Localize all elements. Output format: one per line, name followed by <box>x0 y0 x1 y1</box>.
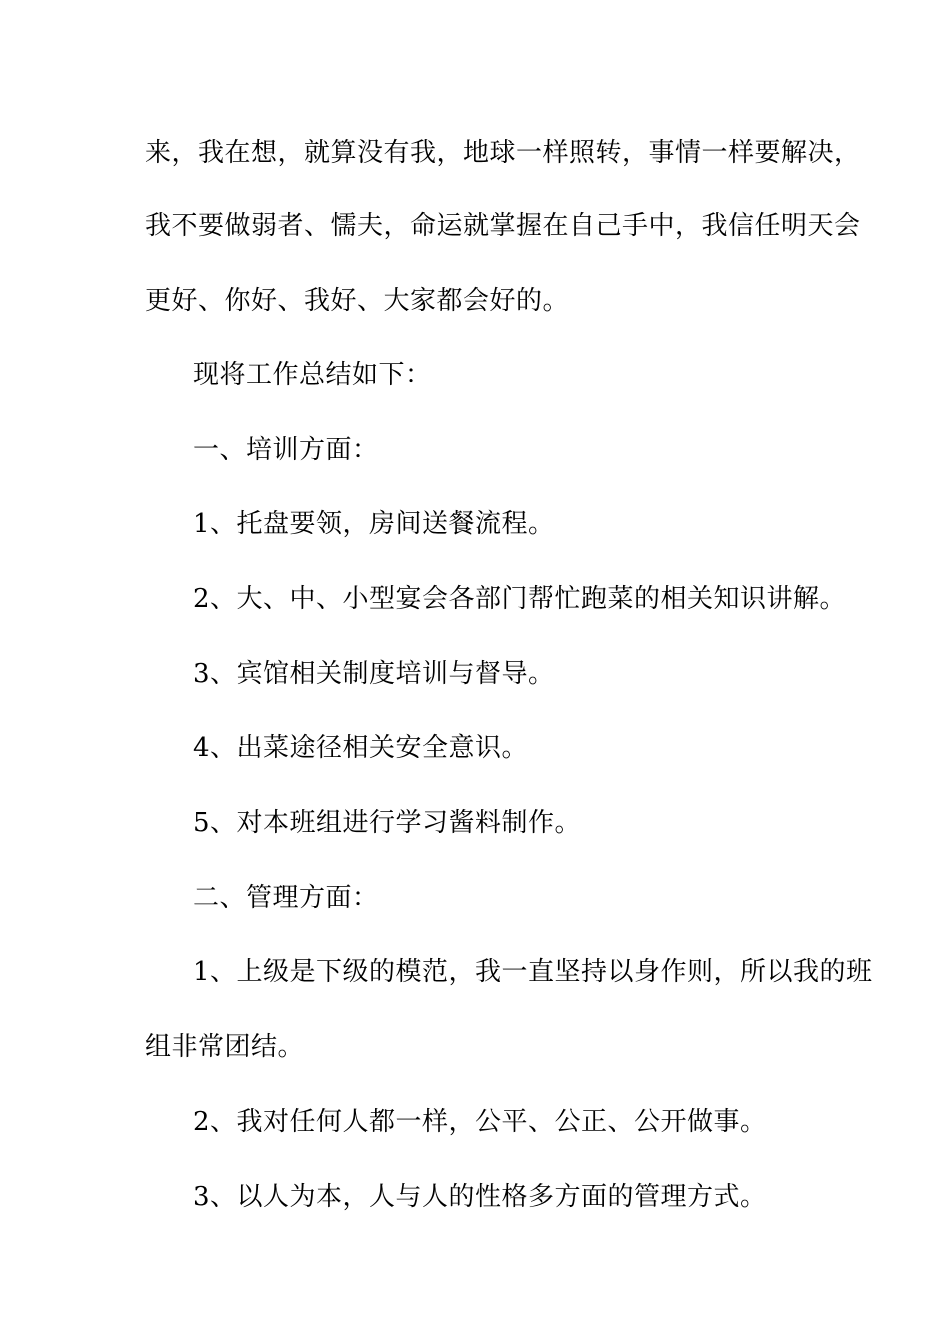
training-item-1: 1、托盘要领，房间送餐流程。 <box>193 509 555 539</box>
training-item-5: 5、对本班组进行学习酱料制作。 <box>193 808 582 838</box>
training-item-4: 4、出菜途径相关安全意识。 <box>193 733 529 763</box>
section-heading-training: 一、培训方面： <box>193 435 379 465</box>
management-item-3: 3、以人为本，人与人的性格多方面的管理方式。 <box>193 1182 767 1212</box>
summary-intro: 现将工作总结如下： <box>193 360 432 390</box>
training-item-2: 2、大、中、小型宴会各部门帮忙跑菜的相关知识讲解。 <box>193 584 847 614</box>
management-item-2: 2、我对任何人都一样，公平、公正、公开做事。 <box>193 1107 767 1137</box>
management-item-1: 1、上级是下级的模范，我一直坚持以身作则，所以我的班 <box>193 957 873 987</box>
management-item-1-continued: 组非常团结。 <box>145 1032 305 1062</box>
paragraph-line-2: 我不要做弱者、懦夫，命运就掌握在自己手中，我信任明天会 <box>145 211 861 241</box>
section-heading-management: 二、管理方面： <box>193 883 379 913</box>
paragraph-line-1: 来，我在想，就算没有我，地球一样照转，事情一样要解决， <box>145 138 861 168</box>
paragraph-line-3: 更好、你好、我好、大家都会好的。 <box>145 286 570 316</box>
training-item-3: 3、宾馆相关制度培训与督导。 <box>193 659 555 689</box>
